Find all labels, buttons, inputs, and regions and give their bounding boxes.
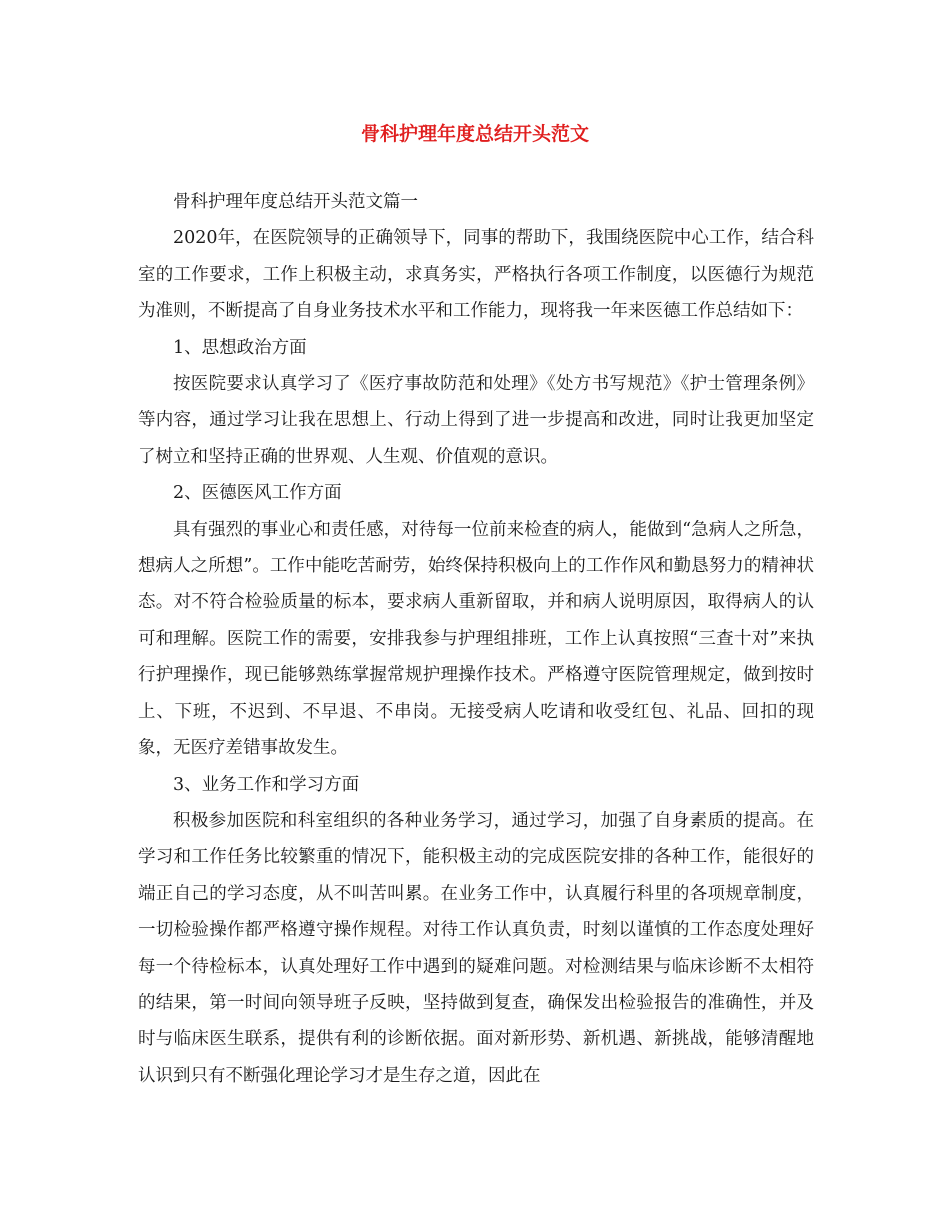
subsection-heading: 2、医德医风工作方面 — [173, 483, 342, 504]
subsection-heading: 1、思想政治方面 — [173, 337, 307, 358]
paragraph: 积极参加医院和科室组织的各种业务学习，通过学习，加强了自身素质的提高。在学习和工作任务比较繁重的情况下，能积极主动的完成医院安排的各种工作，能很好的端正自己的学习态度，从不叫苦叫累。在业务工作中，认真履行科里的各项规章制度，一切检验操作都严格遵守操作规程。对待工作认真负责，时刻以谨慎的工作态度处理好每一个待检标本，认真处理好工作中遇到的疑难问题。对检测结果与临床诊断不太相符的结果，第一时间向领导班子反映，坚持做到复查，确保发出检验报告的准确性，并及时与临床医生联系，提供有利的诊断依据。面对新形势、新机遇、新挑战，能够清醒地认识到只有不断强化理论学习才是生存之道，因此在 — [138, 810, 814, 1086]
document-title: 骨科护理年度总结开头范文 — [360, 123, 589, 145]
paragraph: 按医院要求认真学习了《医疗事故防范和处理》《处方书写规范》《护士管理条例》等内容，通过学习让我在思想上、行动上得到了进一步提高和改进，同时让我更加坚定了树立和坚持正确的世界观、人生观、价值观的意识。 — [138, 374, 814, 467]
paragraph: 具有强烈的事业心和责任感，对待每一位前来检查的病人，能做到“急病人之所急，想病人之所想”。工作中能吃苦耐劳，始终保持积极向上的工作作风和勤恳努力的精神状态。对不符合检验质量的标本，要求病人重新留取，并和病人说明原因，取得病人的认可和理解。医院工作的需要，安排我参与护理组排班，工作上认真按照“三查十对”来执行护理操作，现已能够熟练掌握常规护理操作技术。严格遵守医院管理规定，做到按时上、下班，不迟到、不早退、不串岗。无接受病人吃请和收受红包、礼品、回扣的现象，无医疗差错事故发生。 — [138, 519, 814, 759]
section-heading: 骨科护理年度总结开头范文篇一 — [173, 192, 418, 212]
subsection-heading: 3、业务工作和学习方面 — [173, 774, 360, 795]
document-body — [138, 184, 814, 1094]
paragraph: 2020年，在医院领导的正确领导下，同事的帮助下，我围绕医院中心工作，结合科室的工作要求，工作上积极主动，求真务实，严格执行各项工作制度，以医德行为规范为准则，不断提高了自身业务技术水平和工作能力，现将我一年来医德工作总结如下： — [138, 228, 814, 322]
